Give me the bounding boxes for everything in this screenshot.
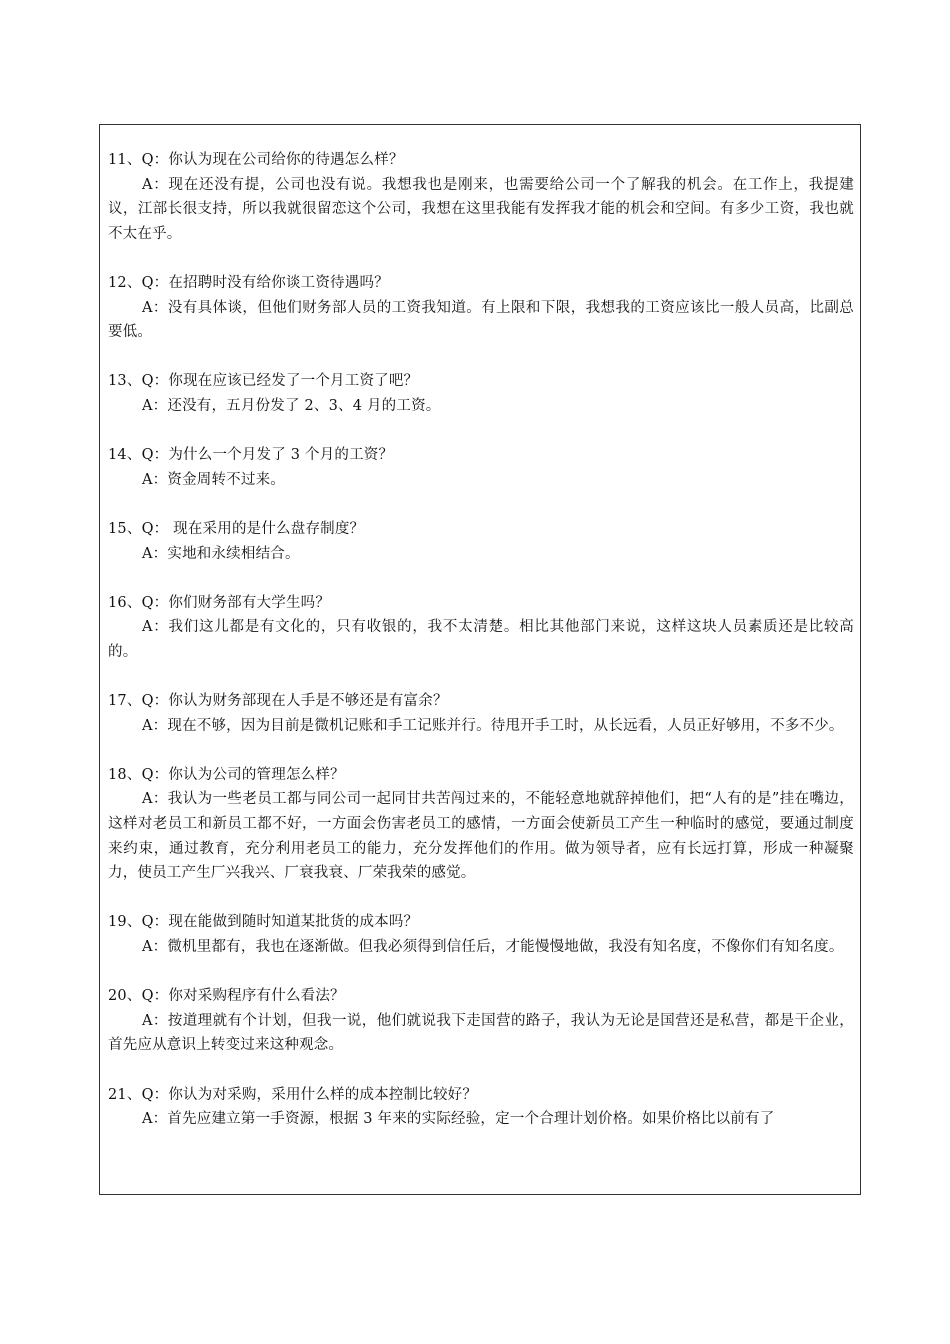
question [108,271,854,296]
question [108,1083,854,1108]
question-number: 14、 [108,447,142,464]
question-text: Q：为什么一个月发了 3 个月的工资？ [141,447,394,464]
answer-text: A：微机里都有，我也在逐渐做。但我必须得到信任后，才能慢慢地做，我没有知名度，不像你们有知名度。 [142,939,844,955]
question-number: 21、 [108,1086,142,1103]
question-text: Q：你认为财务部现在人手是不够还是有富余？ [141,693,448,710]
answer-text: A：我认为一些老员工都与同公司一起同甘共苦闯过来的，不能轻意地就辞掉他们，把“人有的是”挂在嘴边，这样对老员工和新员工都不好，一方面会伤害老员工的感情，一方面会使新员工产生一种临时的感觉，要通过制度来约束，通过教育，充分利用老员工的能力，充分发挥他们的作用。做为领导者，应有长远打算，形成一种凝聚力，使员工产生厂兴我兴、厂衰我衰、厂荣我荣的感觉。 [108,791,854,882]
question [108,910,854,935]
qa-list [108,148,854,1156]
answer-text: A：我们这儿都是有文化的，只有收银的，我不太清楚。相比其他部门来说，这样这块人员素质还是比较高的。 [108,619,854,660]
answer-text: A：没有具体谈，但他们财务部人员的工资我知道。有上限和下限，我想我的工资应该比一般人员高，比副总要低。 [108,299,854,341]
question-number: 13、 [108,373,142,390]
question-number: 17、 [108,693,142,710]
answer-text: A：实地和永续相结合。 [142,545,300,562]
question-number: 15、 [108,520,142,537]
question-text: Q： 现在采用的是什么盘存制度？ [141,520,365,537]
qa-item-11 [108,148,854,246]
question-text: Q：你认为公司的管理怎么样？ [141,766,345,783]
question [108,369,854,394]
document-frame [99,124,861,1195]
question-number: 16、 [108,594,142,611]
qa-item-16 [108,591,854,665]
question [108,148,854,173]
question-number: 11、 [108,152,142,168]
qa-item-21 [108,1083,854,1132]
question [108,517,854,542]
answer-text: A：现在还没有提，公司也没有说。我想我也是刚来，也需要给公司一个了解我的机会。在工作上，我提建议，江部长很支持，所以我就很留恋这个公司，我想在这里我能有发挥我才能的机会和空间。有多少工资，我也就不太在乎。 [108,176,854,242]
qa-item-15 [108,517,854,566]
question-text: Q：你们财务部有大学生吗？ [141,594,331,611]
question-text: Q：在招聘时没有给你谈工资待遇吗？ [141,274,389,291]
qa-item-17 [108,689,854,738]
question-number: 19、 [108,914,142,931]
question-text: Q：你认为现在公司给你的待遇怎么样？ [141,152,404,168]
question-text: Q：你对采购程序有什么看法？ [141,988,345,1005]
answer-text: A：现在不够，因为目前是微机记账和手工记账并行。待甩开手工时，从长远看，人员正好够用，不多不少。 [142,717,844,734]
qa-item-19 [108,910,854,959]
question-text: Q：现在能做到随时知道某批货的成本吗？ [141,914,419,931]
answer-text: A：按道理就有个计划，但我一说，他们就说我下走国营的路子，我认为无论是国营还是私营，都是干企业，首先应从意识上转变过来这种观念。 [108,1012,854,1054]
qa-item-13 [108,369,854,418]
question [108,984,854,1009]
question-text: Q：你现在应该已经发了一个月工资了吧？ [141,373,419,390]
qa-item-12 [108,271,854,345]
answer-text: A：首先应建立第一手资源，根据 3 年来的实际经验，定一个合理计划价格。如果价格比以前有了 [142,1111,775,1128]
answer-text: A：还没有，五月份发了 2、3、4 月的工资。 [142,397,441,414]
qa-item-18 [108,763,854,886]
answer-text: A：资金周转不过来。 [142,471,285,488]
question-number: 12、 [108,274,142,291]
question [108,443,854,468]
qa-item-20 [108,984,854,1058]
question [108,591,854,616]
question-text: Q：你认为对采购，采用什么样的成本控制比较好？ [141,1086,478,1103]
question [108,763,854,788]
question-number: 20、 [108,988,142,1005]
qa-item-14 [108,443,854,492]
question [108,689,854,714]
question-number: 18、 [108,766,142,783]
